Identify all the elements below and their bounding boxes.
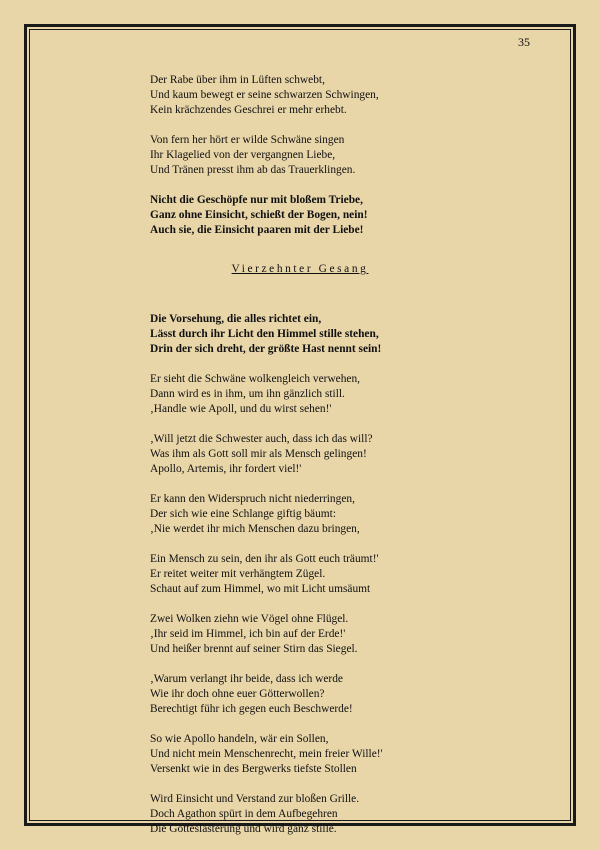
poem-line: Und heißer brennt auf seiner Stirn das Siegel. — [150, 643, 358, 655]
stanza — [150, 133, 470, 178]
poem-line: Die Vorsehung, die alles richtet ein, — [150, 313, 322, 325]
poem-line: Doch Agathon spürt in dem Aufbegehren — [150, 808, 338, 820]
poem-line: Ein Mensch zu sein, den ihr als Gott euch träumt!' — [150, 553, 379, 565]
stanza — [150, 612, 470, 657]
stanzas-after-title — [150, 312, 470, 837]
stanza — [150, 792, 470, 837]
poem-line: Dann wird es in ihm, um ihn gänzlich still. — [150, 388, 345, 400]
page-number: 35 — [518, 35, 530, 49]
poem-line: Kein krächzendes Geschrei er mehr erhebt. — [150, 104, 347, 116]
stanza — [150, 672, 470, 717]
stanza — [150, 732, 470, 777]
stanza — [150, 432, 470, 477]
poem-line: So wie Apollo handeln, wär ein Sollen, — [150, 733, 329, 745]
poem-line: Wird Einsicht und Verstand zur bloßen Grille. — [150, 793, 360, 805]
poem-line: Berechtigt führ ich gegen euch Beschwerde! — [150, 703, 353, 715]
poem-line: Der sich wie eine Schlange giftig bäumt: — [150, 508, 336, 520]
section-title: Vierzehnter Gesang — [231, 263, 369, 275]
poem-body — [150, 73, 470, 850]
poem-line: Und kaum bewegt er seine schwarzen Schwingen, — [150, 89, 379, 101]
poem-line: Von fern her hört er wilde Schwäne singen — [150, 134, 345, 146]
poem-line: Er reitet weiter mit verhängtem Zügel. — [150, 568, 326, 580]
poem-line: Apollo, Artemis, ihr fordert viel!' — [150, 463, 302, 475]
poem-line: ‚Ihr seid im Himmel, ich bin auf der Erde!' — [150, 628, 346, 640]
poem-line: Der Rabe über ihm in Lüften schwebt, — [150, 74, 325, 86]
poem-line: Versenkt wie in des Bergwerks tiefste Stollen — [150, 763, 357, 775]
stanza — [150, 552, 470, 597]
poem-line: Und nicht mein Menschenrecht, mein freier Wille!' — [150, 748, 383, 760]
poem-line: Auch sie, die Einsicht paaren mit der Liebe! — [150, 224, 364, 236]
poem-line: ‚Warum verlangt ihr beide, dass ich werde — [150, 673, 343, 685]
poem-line: Wie ihr doch ohne euer Götterwollen? — [150, 688, 325, 700]
poem-line: Ganz ohne Einsicht, schießt der Bogen, nein! — [150, 209, 368, 221]
stanza — [150, 193, 470, 238]
stanza — [150, 73, 470, 118]
poem-line: Zwei Wolken ziehn wie Vögel ohne Flügel. — [150, 613, 349, 625]
stanza — [150, 492, 470, 537]
stanza — [150, 372, 470, 417]
poem-line: ‚Handle wie Apoll, und du wirst sehen!' — [150, 403, 332, 415]
poem-line: Lässt durch ihr Licht den Himmel stille stehen, — [150, 328, 379, 340]
poem-line: Und Tränen presst ihm ab das Trauerklingen. — [150, 164, 356, 176]
poem-line: Ihr Klagelied von der vergangnen Liebe, — [150, 149, 336, 161]
poem-line: ‚Nie werdet ihr mich Menschen dazu bringen, — [150, 523, 360, 535]
poem-line: ‚Will jetzt die Schwester auch, dass ich das will? — [150, 433, 373, 445]
poem-line: Drin der sich dreht, der größte Hast nennt sein! — [150, 343, 382, 355]
poem-line: Nicht die Geschöpfe nur mit bloßem Triebe, — [150, 194, 363, 206]
poem-line: Er sieht die Schwäne wolkengleich verwehen, — [150, 373, 361, 385]
poem-line: Er kann den Widerspruch nicht niederringen, — [150, 493, 355, 505]
poem-line: Was ihm als Gott soll mir als Mensch gelingen! — [150, 448, 367, 460]
poem-line: Schaut auf zum Himmel, wo mit Licht umsäumt — [150, 583, 371, 595]
stanzas-before-title — [150, 73, 470, 238]
poem-line: Die Gotteslästerung und wird ganz stille. — [150, 823, 337, 835]
stanza — [150, 312, 470, 357]
